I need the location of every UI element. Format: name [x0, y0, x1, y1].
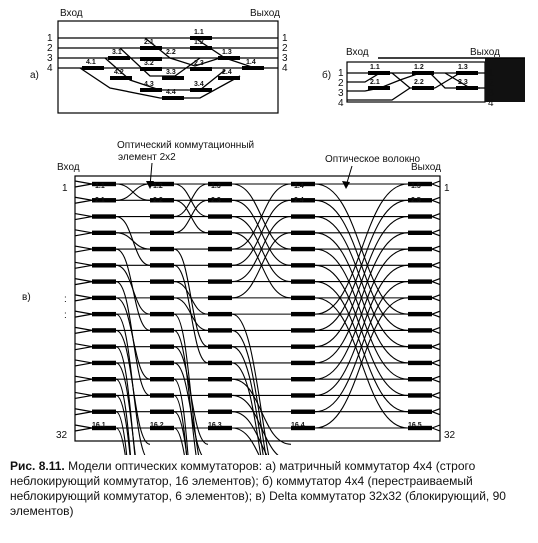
panel-b-in-port-3: 3 — [338, 88, 344, 99]
panel-a-el-4-1: 4.1 — [86, 59, 96, 66]
input-fiber — [75, 360, 92, 363]
panel-a-el-3-4: 3.4 — [194, 81, 204, 88]
output-fiber — [432, 376, 440, 379]
input-fiber — [75, 314, 92, 317]
switch-element-2x2 — [150, 263, 174, 267]
output-fiber — [432, 314, 440, 317]
panel-b-el-2-3: 2.3 — [458, 79, 468, 86]
switch-element-2x2 — [92, 214, 116, 218]
output-fiber — [432, 230, 440, 233]
input-fiber — [75, 262, 92, 265]
panel-c — [22, 140, 456, 455]
switch-element-2x2 — [92, 328, 116, 332]
switch-element-2x2 — [408, 214, 432, 218]
panel-c-output-label: Выход — [411, 162, 441, 173]
panel-a-el-4-4: 4.4 — [166, 89, 176, 96]
output-fiber — [432, 197, 440, 200]
input-fiber — [75, 265, 92, 268]
input-fiber — [75, 233, 92, 236]
switch-element-2x2 — [208, 312, 232, 316]
panel-a-el-2-3: 2.3 — [194, 60, 204, 67]
panel-a-input-label: Вход — [60, 8, 83, 19]
switch-element-2x2 — [208, 344, 232, 348]
switch-element-2x2 — [150, 312, 174, 316]
input-fiber — [75, 311, 92, 314]
panel-a-el-3-1: 3.1 — [112, 49, 122, 56]
panel-a — [30, 8, 288, 113]
switch-element-2x2 — [291, 231, 315, 235]
switch-element-2x2 — [291, 361, 315, 365]
panel-c-in-port-last: 32 — [56, 430, 68, 441]
input-fiber — [75, 428, 92, 431]
switch-element-2x2 — [408, 263, 432, 267]
switch-element-2x2 — [150, 279, 174, 283]
panel-c-el-2-4: 2.4 — [294, 197, 304, 204]
input-fiber — [75, 409, 92, 412]
panel-b-out-port-1: 1 — [488, 68, 494, 79]
fiber-cross — [174, 395, 208, 455]
switch-element-2x2 — [92, 377, 116, 381]
input-fiber — [75, 412, 92, 415]
switch-element-2x2 — [291, 296, 315, 300]
output-fiber — [432, 409, 440, 412]
panel-c-ellipsis-2: : — [64, 310, 67, 321]
switch-element-2x2 — [408, 328, 432, 332]
output-fiber — [432, 184, 440, 187]
fiber-cross — [232, 314, 291, 455]
input-fiber — [75, 197, 92, 200]
panel-c-el-2-1: 2.1 — [95, 197, 105, 204]
callout-switch-line2: элемент 2x2 — [118, 152, 176, 163]
switch-element-2x2 — [291, 393, 315, 397]
input-fiber — [75, 217, 92, 220]
output-fiber — [432, 425, 440, 428]
panel-c-el-1-1: 1.1 — [95, 183, 105, 190]
switch-element-2x2 — [92, 247, 116, 251]
switch-element-2x2 — [150, 344, 174, 348]
panel-b-input-label: Вход — [346, 47, 369, 58]
switch-element-2x2 — [92, 279, 116, 283]
switch-element-2x2 — [92, 344, 116, 348]
output-fiber — [432, 295, 440, 298]
panel-c-input-label: Вход — [57, 162, 80, 173]
switch-element-2x2 — [208, 377, 232, 381]
panel-b-el-1-3: 1.3 — [458, 64, 468, 71]
panel-c-el-16-2: 16.2 — [150, 422, 164, 429]
panel-a-el-1-3: 1.3 — [222, 49, 232, 56]
input-fiber — [75, 376, 92, 379]
switch-element-2x2 — [208, 214, 232, 218]
switch-element-2x2 — [150, 247, 174, 251]
switch-element-2x2 — [208, 393, 232, 397]
delta-fabric — [75, 181, 440, 455]
panel-b-in-port-4: 4 — [338, 98, 344, 109]
switch-element-2x2 — [408, 247, 432, 251]
input-fiber — [75, 344, 92, 347]
output-fiber — [432, 298, 440, 301]
panel-c-el-2-3: 2.3 — [211, 197, 221, 204]
input-fiber — [75, 279, 92, 282]
output-fiber — [432, 279, 440, 282]
fiber-cross — [116, 233, 150, 249]
panel-c-el-1-5: 1.5 — [411, 183, 421, 190]
panel-b-el-2-1: 2.1 — [370, 79, 380, 86]
input-fiber — [75, 246, 92, 249]
input-fiber — [75, 200, 92, 203]
panel-c-el-16-5: 16.5 — [408, 422, 422, 429]
output-fiber — [432, 392, 440, 395]
fiber-cross — [116, 265, 150, 314]
panel-b-out-port-3: 3 — [488, 88, 494, 99]
output-fiber — [432, 347, 440, 350]
output-fiber — [432, 246, 440, 249]
switch-element-2x2 — [208, 361, 232, 365]
output-fiber — [432, 412, 440, 415]
input-fiber — [75, 295, 92, 298]
switch-element-2x2 — [408, 344, 432, 348]
panel-b-tag: б) — [322, 70, 332, 81]
switch-element-2x2 — [291, 344, 315, 348]
switch-element-2x2 — [150, 214, 174, 218]
panel-b — [322, 47, 525, 109]
switch-element-2x2 — [291, 377, 315, 381]
panel-a-el-4-3: 4.3 — [144, 81, 154, 88]
switch-element-2x2 — [208, 296, 232, 300]
input-fiber — [75, 181, 92, 184]
switch-element-2x2 — [92, 263, 116, 267]
panel-a-el-1-4: 1.4 — [246, 59, 256, 66]
switch-element-2x2 — [408, 312, 432, 316]
switch-element-2x2 — [291, 214, 315, 218]
input-fiber — [75, 298, 92, 301]
panel-c-tag: в) — [22, 292, 31, 303]
input-fiber — [75, 214, 92, 217]
output-fiber — [432, 330, 440, 333]
output-fiber — [432, 379, 440, 382]
input-fiber — [75, 347, 92, 350]
callout-switch-line1: Оптический коммутационный — [117, 140, 255, 151]
panel-a-out-port-3: 3 — [282, 53, 288, 64]
input-fiber — [75, 230, 92, 233]
panel-a-out-port-2: 2 — [282, 43, 288, 54]
panel-c-el-1-4: 1.4 — [294, 183, 304, 190]
output-fiber — [432, 282, 440, 285]
panel-c-el-16-3: 16.3 — [208, 422, 222, 429]
panel-b-out-port-2: 2 — [488, 78, 494, 89]
panel-c-el-1-3: 1.3 — [211, 183, 221, 190]
panel-a-in-port-4: 4 — [47, 63, 53, 74]
output-fiber — [432, 262, 440, 265]
output-fiber — [432, 249, 440, 252]
output-fiber — [432, 360, 440, 363]
switch-element-2x2 — [408, 361, 432, 365]
switch-element-2x2 — [291, 410, 315, 414]
switch-element-2x2 — [92, 231, 116, 235]
panel-c-el-1-2: 1.2 — [153, 183, 163, 190]
panel-a-el-2-1: 2.1 — [144, 39, 154, 46]
switch-element-2x2 — [150, 328, 174, 332]
panel-c-el-16-1: 16.1 — [92, 422, 106, 429]
panel-a-in-port-2: 2 — [47, 43, 53, 54]
panel-a-el-2-2: 2.2 — [166, 49, 176, 56]
panel-b-el-1-1: 1.1 — [370, 64, 380, 71]
input-fiber — [75, 184, 92, 187]
input-fiber — [75, 363, 92, 366]
switch-element-2x2 — [92, 410, 116, 414]
switch-element-2x2 — [408, 410, 432, 414]
panel-c-ellipsis-1: : — [64, 294, 67, 305]
panel-b-in-port-1: 1 — [338, 68, 344, 79]
switch-element-2x2 — [150, 377, 174, 381]
switch-element-2x2 — [408, 279, 432, 283]
switch-element-2x2 — [208, 279, 232, 283]
panel-a-element-labels — [86, 29, 256, 96]
panel-a-output-label: Выход — [250, 8, 280, 19]
panel-a-el-3-3: 3.3 — [166, 69, 176, 76]
input-fiber — [75, 395, 92, 398]
switch-element-2x2 — [408, 231, 432, 235]
output-fiber — [432, 214, 440, 217]
panel-a-el-1-1: 1.1 — [194, 29, 204, 36]
output-fiber — [432, 200, 440, 203]
panel-c-el-2-5: 2.5 — [411, 197, 421, 204]
panel-c-out-port-first: 1 — [444, 183, 450, 194]
output-fiber — [432, 327, 440, 330]
switch-element-2x2 — [291, 263, 315, 267]
switch-element-2x2 — [208, 410, 232, 414]
callout-fiber: Оптическое волокно — [325, 154, 421, 165]
panel-b-el-1-2: 1.2 — [414, 64, 424, 71]
input-fiber — [75, 282, 92, 285]
output-fiber — [432, 181, 440, 184]
input-fiber — [75, 425, 92, 428]
panel-a-tag: а) — [30, 70, 39, 81]
panel-a-el-2-4: 2.4 — [222, 69, 232, 76]
switch-element-2x2 — [208, 328, 232, 332]
panel-a-out-port-1: 1 — [282, 33, 288, 44]
figure-caption-text: Модели оптических коммутаторов: а) матричный коммутатор 4x4 (строго неблокирующий коммутатор, 16 элементов); б) коммутатор 4x4 (перестраиваемый неблокирующий коммутатор, 6 элементов); в) Delta коммутатор 32x32 (блокирующий, 90 элементов) — [10, 459, 506, 518]
fiber-cross — [232, 412, 291, 455]
output-fiber — [432, 395, 440, 398]
switch-element-2x2 — [208, 231, 232, 235]
panel-c-out-port-last: 32 — [444, 430, 456, 441]
switch-element-2x2 — [150, 231, 174, 235]
input-fiber — [75, 327, 92, 330]
fiber-cross — [232, 330, 291, 455]
switch-element-2x2 — [291, 328, 315, 332]
output-fiber — [432, 428, 440, 431]
panel-c-in-port-first: 1 — [62, 183, 68, 194]
switch-element-2x2 — [291, 247, 315, 251]
output-fiber — [432, 363, 440, 366]
input-fiber — [75, 249, 92, 252]
switch-element-2x2 — [291, 279, 315, 283]
figure-caption-label: Рис. 8.11. — [10, 459, 65, 473]
switch-element-2x2 — [408, 393, 432, 397]
switch-element-2x2 — [92, 312, 116, 316]
switch-element-2x2 — [150, 361, 174, 365]
fiber-cross — [116, 184, 150, 200]
panel-b-output-label: Выход — [470, 47, 500, 58]
switch-element-2x2 — [92, 393, 116, 397]
switch-element-2x2 — [150, 393, 174, 397]
switch-element-2x2 — [408, 377, 432, 381]
panel-a-in-port-1: 1 — [47, 33, 53, 44]
input-fiber — [75, 379, 92, 382]
panel-a-el-1-2: 1.2 — [194, 39, 204, 46]
figure-caption — [10, 459, 525, 519]
switch-element-2x2 — [408, 296, 432, 300]
output-fiber — [432, 233, 440, 236]
output-fiber — [432, 311, 440, 314]
panel-a-out-port-4: 4 — [282, 63, 288, 74]
input-fiber — [75, 330, 92, 333]
switch-element-2x2 — [150, 410, 174, 414]
output-fiber — [432, 344, 440, 347]
panel-b-out-port-4: 4 — [488, 98, 494, 109]
callout-fiber-arrowhead — [342, 181, 350, 189]
panel-c-el-2-2: 2.2 — [153, 197, 163, 204]
output-fiber — [432, 217, 440, 220]
panel-a-el-3-2: 3.2 — [144, 60, 154, 67]
panel-a-el-4-2: 4.2 — [114, 69, 124, 76]
panel-b-in-port-2: 2 — [338, 78, 344, 89]
switch-element-2x2 — [92, 361, 116, 365]
panel-b-el-2-2: 2.2 — [414, 79, 424, 86]
panel-a-in-port-3: 3 — [47, 53, 53, 64]
switch-element-2x2 — [208, 263, 232, 267]
switch-element-2x2 — [150, 296, 174, 300]
output-fiber — [432, 265, 440, 268]
switch-element-2x2 — [92, 296, 116, 300]
input-fiber — [75, 392, 92, 395]
panel-c-el-16-4: 16.4 — [291, 422, 305, 429]
switch-element-2x2 — [291, 312, 315, 316]
fiber-cross — [116, 395, 150, 455]
switch-element-2x2 — [208, 247, 232, 251]
